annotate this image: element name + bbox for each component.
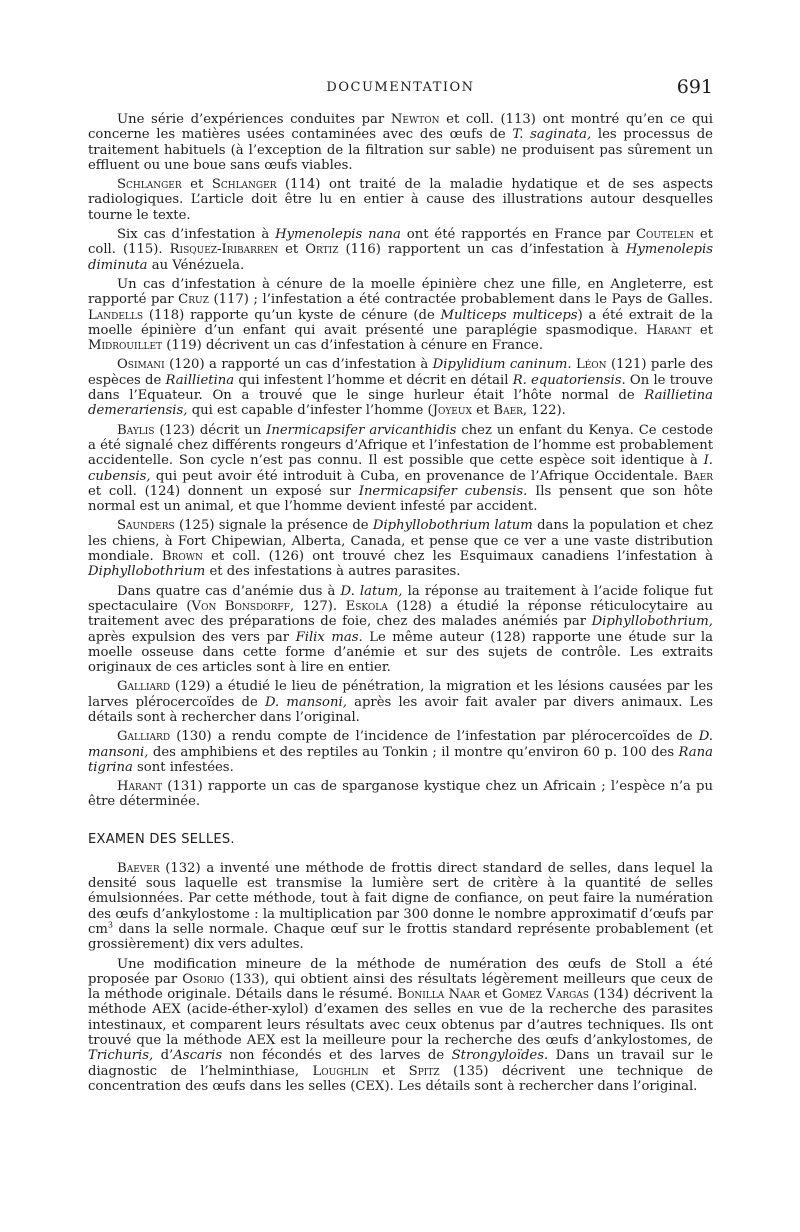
text-run: (118) rapporte qu’un kyste de cénure (de [143,307,441,323]
author-name: Cruz [178,292,209,308]
author-name: Ortiz [305,242,339,258]
text-run: et [278,242,306,258]
superscript: 3 [107,920,113,930]
author-name: Gomez Vargas [501,987,589,1003]
author-name: Galliard [117,729,171,745]
text-run: des amphibiens et des reptiles au Tonkin ; il montre qu’environ 60 p. 100 des [148,744,679,760]
text-run: et coll. (124) donnent un exposé sur [88,483,359,499]
italic-term: D. latum, [340,583,403,599]
text-run: (114) ont traité de la maladie hydatique et de ses aspects radiologiques. L’article doit être lu en entier à cause des illustrations autour desquelles tourne le texte. [88,177,713,223]
italic-term: T. saginata, [512,127,592,143]
italic-term: Multiceps multiceps [440,307,578,323]
paragraph [88,518,713,579]
section-heading: EXAMEN DES SELLES. [88,831,235,847]
italic-term: D. mansoni, [264,694,347,710]
text-run: , 127). [289,598,346,614]
italic-term: I. cubensis, [88,453,713,484]
italic-term: Hymenolepis diminuta [88,242,713,273]
author-name: Baever [117,860,160,876]
text-run: dans la selle normale. Chaque œuf sur le frottis standard représente probablement (et grossièrement) dix vers adultes. [88,921,713,953]
text-run: On le trouve dans l’Equateur. On a trouvé que le singe hurleur était l’hôte normal de [88,372,714,404]
author-name: Baylis [117,422,155,438]
text-run: et [691,322,714,338]
text-run: et [181,177,212,193]
italic-term: Raillietina demerariensis, [88,388,713,419]
text-run: qui infestent l’homme et décrit en détail [234,372,513,388]
text-run: Une modification mineure de la méthode de numération des œufs de Stoll a été proposée par [88,956,713,987]
text-run: et coll. (126) ont trouvé chez les Esquimaux canadiens l’infestation à [202,549,713,565]
paragraph [88,227,713,273]
text-run: (119) décrivent un cas d’infestation à cénure en France. [162,338,544,354]
author-name: Landells [88,307,144,323]
text-run: qui peut avoir été introduit à Cuba, en provenance de l’Afrique Occidentale. [150,468,684,484]
author-name: Newton [390,112,440,127]
text-run: chez un enfant du Kenya. Ce cestode a été signalé chez différents rongeurs d’Afrique et l’infestation de l’homme est probablement accidentelle. Son cycle n’est pas connu. Il est possible que cette espèce soit identique à [88,422,714,469]
text-run: (131) rapporte un cas de sparganose kystique chez un Africain ; l’espèce n’a pu être déterminée. [88,779,713,810]
text-run: (132) a inventé une méthode de frottis direct standard de selles, dans lequel la densité sous laquelle est transmise la lumière sert de critère à la quantité de selles émulsionnées. Par cette méthode, tout à fait digne de confiance, on peut faire la numération des œufs d’ankylostome : la multiplication par 300 donne le nombre approximatif d’œufs par cm [88,860,713,937]
text-run: Ils pensent que son hôte normal est un animal, et que l’homme devient infesté par accident. [88,483,713,515]
author-name: Léon [575,357,607,373]
author-name: Osorio [182,971,225,987]
text-run: , 122). [522,403,566,419]
text-run: d’ [153,1048,174,1064]
text-run: non fécondés et des larves de [222,1048,452,1064]
author-name: Midrouillet [88,338,163,354]
paragraph [88,112,713,173]
text-run: après expulsion des vers par [88,629,296,645]
author-name: Von Bonsdorff [191,598,290,614]
text-run: (116) rapportent un cas d’infestation à [338,242,626,258]
italic-term: Inermicapsifer cubensis. [358,483,528,499]
text-run: et des infestations à autres parasites. [205,564,461,580]
text-run: (134) décrivent la méthode AEX (acide-éther-xylol) d’examen des selles en vue de la recherche des parasites intestinaux, et comparent leurs résultats avec ceux obtenus par d’autres techniques. Ils ont trouvé que la méthode AEX est la meilleure pour la recherche des œufs d’ankylostomes, de [88,987,713,1049]
italic-term: Raillietina [165,372,235,388]
text-run: Dans un travail sur le diagnostic de l’helminthiase, [88,1048,713,1079]
paragraph [88,423,713,515]
author-name: Eskola [345,598,388,614]
paragraph [88,729,713,775]
text-run: après les avoir fait avaler par divers animaux. Les détails sont à rechercher dans l’original. [88,694,713,725]
italic-term: R. equatoriensis. [512,372,626,388]
text-run: sont infestées. [132,759,234,775]
text-run: (121) parle des espèces de [88,357,713,388]
text-run: (129) a étudié le lieu de pénétration, la migration et les lésions causées par les larves plérocercoïdes de [88,679,713,710]
paragraph [88,177,713,223]
italic-term: Diphyllobothrium latum [372,518,533,534]
author-name: Spitz [408,1063,440,1079]
text-run: (120) a rapporté un cas d’infestation à [164,357,433,373]
text-run: Dans quatre cas d’anémie dus à [117,583,341,599]
text-run: Le même auteur (128) rapporte une étude sur la moelle osseuse dans cette forme d’anémie et sur des sujets de contrôle. Les extraits originaux de ces articles sont à lire en entier. [88,629,713,676]
text-run: Une série d’expériences conduites par [117,112,391,127]
author-name: Baer [683,468,713,484]
italic-term: Strongyloïdes. [451,1048,549,1064]
author-name: Baer [493,403,523,419]
author-name: Brown [161,549,203,565]
text-run: et [471,403,494,419]
paragraph [88,679,713,725]
paragraph [88,779,713,810]
italic-term: Trichuris, [88,1048,154,1064]
author-name: Schlanger [211,177,277,193]
italic-term: Diphyllobothrium [88,564,206,580]
author-name: Schlanger [117,177,182,193]
paragraph [88,357,713,418]
author-name: Harant [646,322,692,338]
text-run: ont été rapportés en France par [400,227,636,243]
paragraph [88,957,713,1095]
text-run: dans la population et chez les chiens, à Fort Chipewian, Alberta, Canada, et pense que ce ver a une vaste distribution mondiale. [88,518,713,565]
author-name: Loughlin [312,1063,369,1079]
author-name: Risquez-Iribarren [169,242,279,258]
paragraph [88,584,713,676]
text-run: Six cas d’infestation à [117,227,276,243]
page-number: 691 [676,76,713,98]
text-run: (133), qui obtient ainsi des résultats légèrement meilleurs que ceux de la méthode originale. Détails dans le résumé. [88,971,714,1003]
author-name: Joyeux [432,403,472,419]
text-run: (128) a étudié la réponse réticulocytaire au traitement avec des préparations de foie, chez des malades anémiés par [88,598,713,630]
italic-term: Filix mas. [295,629,363,645]
paragraphs-after-heading [88,861,713,1094]
author-name: Coutelen [635,227,694,243]
italic-term: Dipylidium caninum. [432,357,572,373]
text-run: les processus de traitement habituels (à l’exception de la filtration sur sable) ne produisent pas sûrement un effluent ou une boue sans œufs viables. [88,127,713,173]
author-name: Galliard [117,679,171,695]
body-text [88,112,713,1094]
text-run: (123) décrit un [154,422,267,438]
text-run: et [368,1063,409,1079]
italic-term: Inermicapsifer arvicanthidis [266,422,457,438]
text-run: la réponse au traitement à l’acide folique fut spectaculaire ( [88,583,713,614]
text-run: (130) a rendu compte de l’incidence de l’infestation par plérocercoïdes de [170,729,699,745]
text-run: (125) signale la présence de [174,518,373,534]
text-run: ) a été extrait de la moelle épinière d’un enfant qui avait présenté une paraplégie spasmodique. [88,307,713,338]
italic-term: Hymenolepis nana [275,227,401,243]
text-run: (135) décrivent une technique de concentration des œufs dans les selles (CEX). Les détails sont à rechercher dans l’original. [88,1063,713,1094]
paragraphs-before-heading [88,112,713,810]
author-name: Saunders [117,518,175,534]
paragraph [88,277,713,353]
italic-term: Ascaris [173,1048,223,1064]
header-title: DOCUMENTATION [326,80,475,95]
text-run: Un cas d’infestation à cénure de la moelle épinière chez une fille, en Angleterre, est rapporté par [88,276,713,308]
text-run: (117) ; l’infestation a été contractée probablement dans le Pays de Galles. [208,292,714,308]
text-run: qui est capable d’infester l’homme ( [187,403,433,419]
paragraph [88,861,713,953]
italic-term: Diphyllobothrium, [591,614,713,630]
running-header [88,76,713,100]
text-run: et coll. (115). [88,227,714,258]
italic-term: Rana tigrina [88,744,713,775]
text-run: et [479,987,502,1003]
text-run: au Vénézuela. [147,257,245,273]
author-name: Osimani [117,357,165,373]
author-name: Harant [117,779,163,795]
italic-term: D. mansoni, [88,729,713,760]
author-name: Bonilla Naar [397,987,480,1003]
text-run: et coll. (113) ont montré qu’en ce qui concerne les matières usées contaminées avec des œufs de [88,112,713,143]
